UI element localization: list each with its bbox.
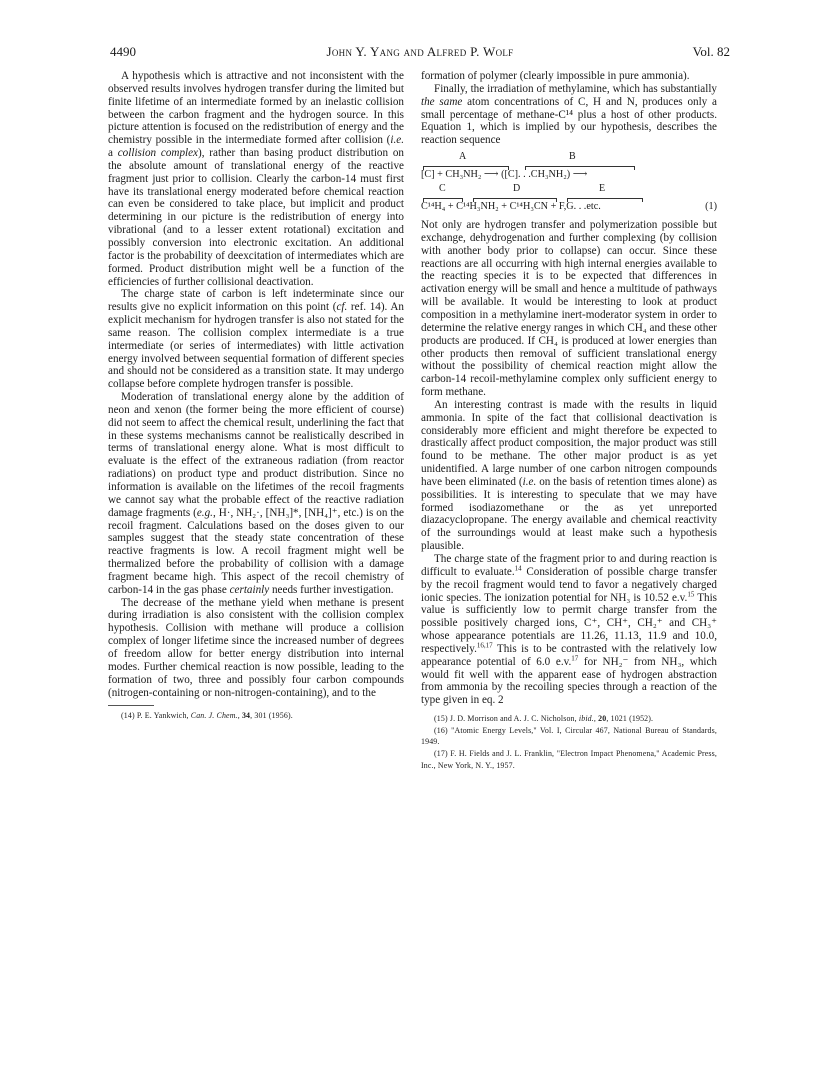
- reaction-equation: [421, 151, 717, 215]
- species-label: B: [569, 151, 576, 163]
- running-header: [110, 44, 730, 62]
- footnotes: [421, 713, 717, 771]
- right-column: [421, 70, 717, 771]
- species-label: D: [513, 183, 521, 195]
- paragraph: The charge state of carbon is left indeterminate since our results give no explicit information on this point (cf. ref. 14). An explicit mechanism for hydrogen transfer is also not stated for the same reason. The collision complex intermediate is a true intermediate (or series of intermediates) with little activation energy involved between sequential formation of different species and should not be considered as a transition state. It may undergo collapse before complete hydrogen transfer is possible.: [108, 288, 404, 391]
- paragraph: Finally, the irradiation of methylamine, which has substantially the same atom concentrations of C, H and N, produces only a small percentage of methane-C¹⁴ plus a host of other products. Equation 1, which is implied by our hypothesis, describes the reaction sequence: [421, 82, 717, 147]
- paragraph: Moderation of translational energy alone by the addition of neon and xenon (the former being the more efficient of course) did not seem to affect the chemical result, underlining the fact that in these systems mechanisms cannot be realistically described in terms of translational energy alone. What is most difficult to evaluate is the effect of the extraneous radiation (from reactor radiations) on product type and product distribution. Since no information is available on the lifetimes of the recoil fragments we cannot say what the probable effect of the reactive radiation damage fragments (e.g., H·, NH₂·, [NH₃]*, [NH₄]⁺, etc.) is on the recoil fragment. Calculations based on the doses given to our samples suggest that the steady state concentration of these reactive fragments is low. A recoil fragment might well be thermalized before the probability of collision with a damage fragment became high. This aspect of the recoil chemistry of carbon-14 in the gas phase certainly needs further investigation.: [108, 391, 404, 596]
- paragraph: formation of polymer (clearly impossible in pure ammonia).: [421, 70, 690, 82]
- reaction-line-2: C¹⁴H₄ + C¹⁴H₃NH₂ + C¹⁴H₃CN + F,G. . .etc.: [421, 201, 601, 213]
- citation-ref: 17: [571, 654, 579, 663]
- paragraph: The charge state of the fragment prior to and during reaction is difficult to evaluate.$^{14}$ Consideration of possible charge transfer by the recoil fragment would tend to favor a negatively charged ionic species. The ionization potential for NH₃ is 10.52 e.v.$^{15}$ This value is sufficiently low to permit charge transfer from the possible positively charged ions, C⁺, CH⁺, CH₂⁺ and CH₃⁺ whose appearance potentials are 11.26, 11.13, 11.9 and 10.0, respectively.$^{16,17}$ This is to be contrasted with the relatively low appearance potential of 6.0 e.v.$^{17}$ for NH₂⁻ from NH₃, which would fit well with the apparent ease of hydrogen abstraction from ammonia by the recoiling species through a reaction of the type given in eq. 2: [421, 553, 718, 707]
- footnote-17: (17) F. H. Fields and J. L. Franklin, "Electron Impact Phenomena," Academic Press, Inc., New York, N. Y., 1957.: [421, 748, 717, 770]
- citation-ref: 15: [687, 589, 695, 598]
- citation-ref: 14: [514, 564, 522, 573]
- equation-number: (1): [705, 201, 717, 213]
- paragraph: A hypothesis which is attractive and not inconsistent with the observed results involves hydrogen transfer during the limited but finite lifetime of an intermediate formed by an inelastic collision between the carbon fragment and the hydrogen source. In this picture attention is focused on the redistribution of energy and the chemistry possible in the intermediate formed after collision (i.e. a collision complex), rather than basing product distribution on the absolute amount of translational energy of the reactive fragment just prior to collision. Clearly the carbon-14 must first have its translational energy moderated before chemical reaction can even be considered to take place, but implicit and product determining in our picture is the redistribution of energy into vibrational (and to a lesser extent rotational) excitation and possibly conversion into electronic excitation. An additional factor is the probability of deexcitation of intermediates which are formed. Product distribution might well be a function of the efficiencies of further collisional deactivation.: [108, 70, 404, 288]
- volume-label: Vol. 82: [692, 44, 730, 59]
- paragraph: The decrease of the methane yield when methane is present during irradiation is also consistent with the collision complex hypothesis. Collision with methane will produce a collision complex of longer lifetime since the increased number of degrees of freedom allow for better energy distribution into internal modes. Further chemical reaction is now possible, leading to the formation of two, three and possibly four carbon compounds (nitrogen-containing or non-nitrogen-containing), and to the: [108, 596, 404, 699]
- paragraph: Not only are hydrogen transfer and polymerization possible but exchange, dehydrogenation and further complexing (by collision with another body prior to collapse) can occur. Since these reactions are all occurring with high internal energies available to the reacting species it is to be expected that differences in activation energy will be small and hence a multitude of pathways will be available. It would be interesting to look at product composition in a methylamine inert-moderator system in order to determine the relative energy ranges in which CH₄ and these other products are produced. If CH₄ is produced at lower energies than other products then removal of sufficient translational energy without the possibility of chemical reaction might allow the carbon-14 recoil-methylamine complex only sufficient energy to form methane.: [421, 219, 717, 399]
- footnote-rule: [108, 705, 154, 706]
- page-number: 4490: [110, 44, 136, 59]
- footnote-15: (15) J. D. Morrison and A. J. C. Nicholson, ibid., 20, 1021 (1952).: [434, 714, 654, 724]
- species-label: C: [439, 183, 446, 195]
- footnote-16: (16) "Atomic Energy Levels," Vol. I, Circular 467, National Bureau of Standards, 1949.: [421, 725, 717, 747]
- left-column: [108, 70, 404, 722]
- species-label: E: [599, 183, 606, 195]
- species-label: A: [459, 151, 467, 163]
- brace: [525, 166, 635, 170]
- citation-ref: 16,17: [476, 641, 493, 650]
- brace: [423, 166, 509, 170]
- footnote-14: (14) P. E. Yankwich, Can. J. Chem., 34, 301 (1956).: [121, 711, 293, 721]
- running-authors: John Y. Yang and Alfred P. Wolf: [326, 44, 514, 59]
- paragraph: An interesting contrast is made with the results in liquid ammonia. In spite of the fact that collisional deactivation is considerably more efficient and might therefore be expected to drastically affect product composition, the major product was still found to be methane. The other major product is as yet unidentified. A large number of one carbon nitrogen compounds have been eliminated (i.e. on the basis of retention times alone) as possibilities. It is interesting to speculate that we may have formed isodiazomethane or the as yet unreported diazacyclopropane. The energy available and chemical reactivity of the surroundings would at least make such a hypothesis plausible.: [421, 398, 717, 553]
- brace: [567, 198, 643, 202]
- reaction-line-1: [C] + CH₃NH₂ ⟶ ([C]. . .CH₃NH₂) ⟶: [421, 169, 588, 181]
- brace: [473, 198, 557, 202]
- brace: [423, 198, 463, 202]
